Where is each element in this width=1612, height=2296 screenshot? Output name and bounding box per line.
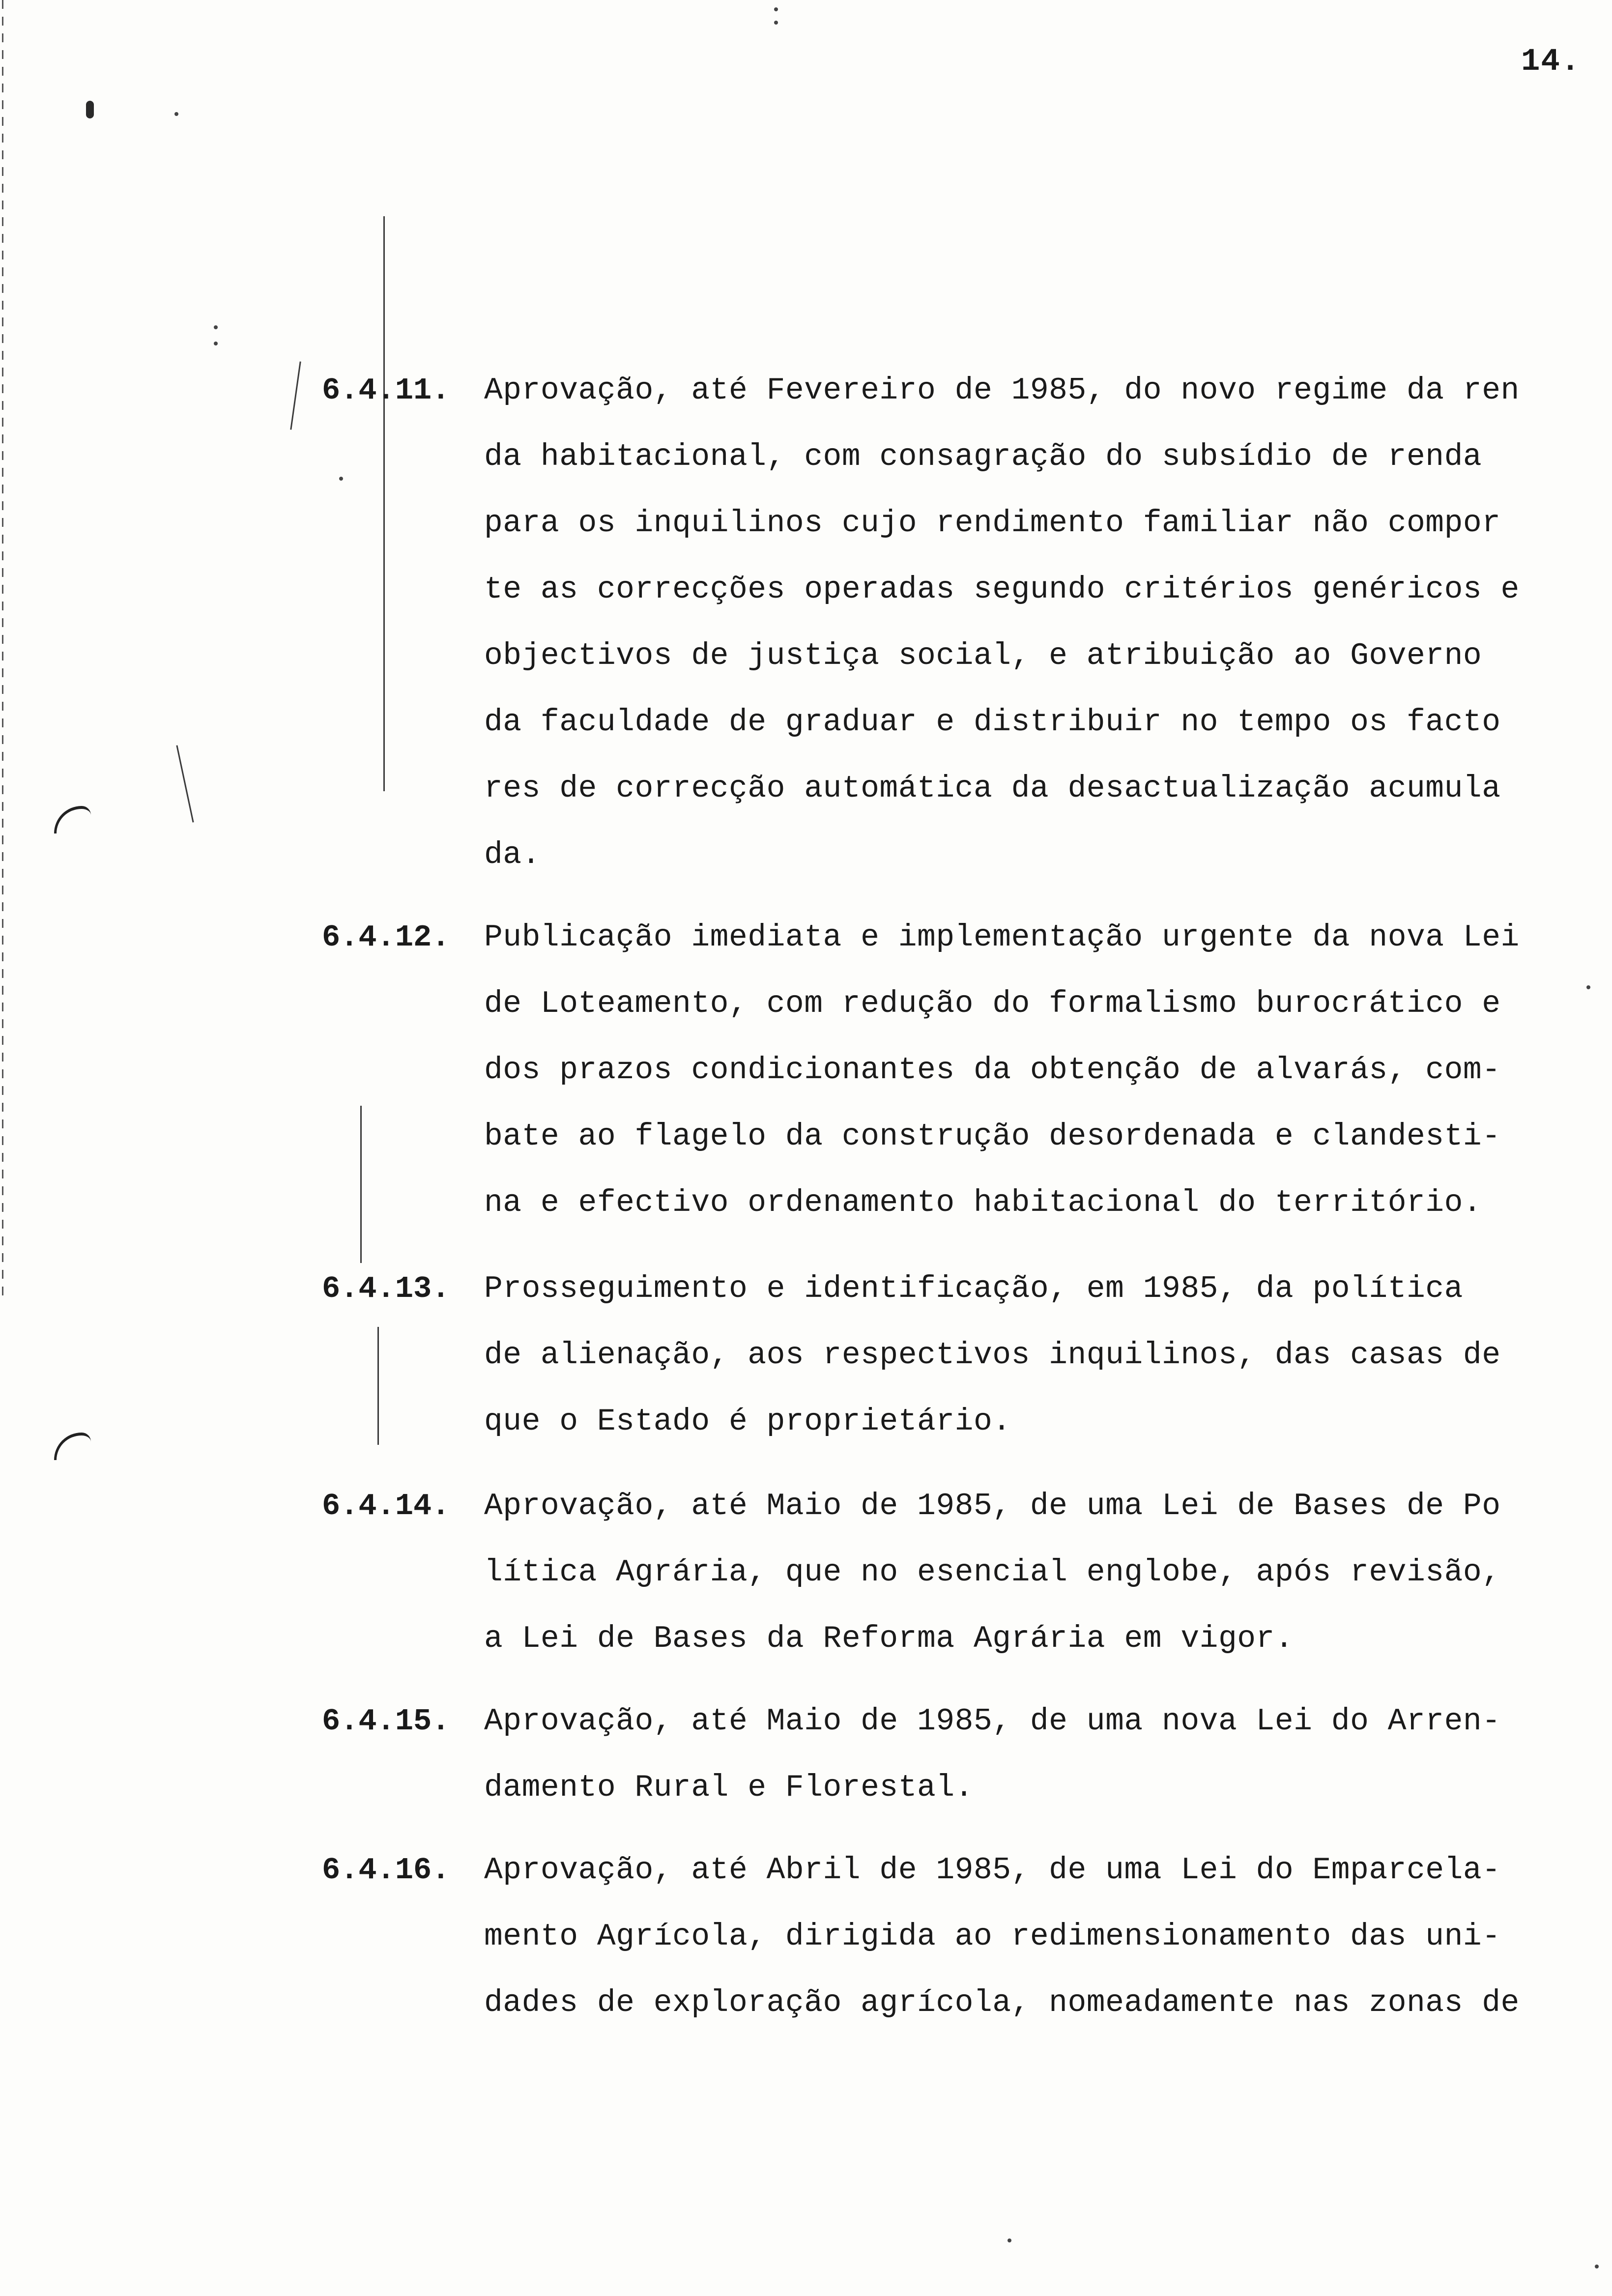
- text-line: Aprovação, até Maio de 1985, de uma Lei de Bases de Po: [484, 1489, 1501, 1523]
- page-number: 14.: [1521, 44, 1581, 80]
- scan-speck: [1595, 2265, 1599, 2268]
- text-line: lítica Agrária, que no esencial englobe, após revisão,: [484, 1555, 1501, 1590]
- text-line: damento Rural e Florestal.: [484, 1770, 974, 1805]
- text-line: res de correcção automática da desactualização acumula: [484, 771, 1501, 806]
- text-line: da habitacional, com consagração do subsídio de renda: [484, 439, 1482, 474]
- clause-number: 6.4.16.: [322, 1853, 450, 1888]
- text-line: Aprovação, até Fevereiro de 1985, do novo regime da ren: [484, 373, 1520, 408]
- clause-number: 6.4.14.: [322, 1489, 450, 1523]
- margin-line: [377, 1327, 379, 1445]
- scan-edge-marks: [2, 0, 3, 1302]
- text-line: Aprovação, até Abril de 1985, de uma Lei do Emparcela-: [484, 1853, 1501, 1888]
- clause-text: [484, 1688, 1565, 1821]
- clause-text: [484, 357, 1565, 888]
- text-line: dos prazos condicionantes da obtenção de alvarás, com-: [484, 1053, 1501, 1088]
- margin-line: [176, 745, 194, 822]
- text-line: de Loteamento, com redução do formalismo burocrático e: [484, 986, 1501, 1021]
- clause-text: [484, 1473, 1565, 1672]
- scan-speck: [774, 7, 778, 11]
- text-line: objectivos de justiça social, e atribuição ao Governo: [484, 638, 1482, 673]
- margin-line: [360, 1106, 362, 1263]
- text-line: para os inquilinos cujo rendimento familiar não compor: [484, 506, 1501, 541]
- clause-text: [484, 904, 1565, 1236]
- text-line: na e efectivo ordenamento habitacional do território.: [484, 1185, 1482, 1220]
- text-line: que o Estado é proprietário.: [484, 1404, 1011, 1439]
- scan-speck: [339, 477, 343, 481]
- clause-number: 6.4.12.: [322, 920, 450, 955]
- text-line: dades de exploração agrícola, nomeadamente nas zonas de: [484, 1985, 1520, 2020]
- clause-number: 6.4.13.: [322, 1271, 450, 1306]
- scan-ink-blot: [86, 101, 94, 118]
- scan-curve-mark: [54, 806, 91, 833]
- text-line: da faculdade de graduar e distribuir no tempo os facto: [484, 705, 1501, 740]
- clause-text: [484, 1837, 1565, 2036]
- text-line: a Lei de Bases da Reforma Agrária em vigor.: [484, 1621, 1294, 1656]
- text-line: Prosseguimento e identificação, em 1985, da política: [484, 1271, 1463, 1306]
- clause-number: 6.4.11.: [322, 373, 450, 408]
- text-line: de alienação, aos respectivos inquilinos, das casas de: [484, 1338, 1501, 1373]
- scan-speck: [1586, 985, 1590, 989]
- text-line: te as correcções operadas segundo critérios genéricos e: [484, 572, 1520, 607]
- scan-speck: [1008, 2239, 1011, 2242]
- scan-speck: [174, 112, 178, 116]
- text-line: Publicação imediata e implementação urgente da nova Lei: [484, 920, 1520, 955]
- clause-text: [484, 1256, 1565, 1455]
- scan-curve-mark: [54, 1433, 91, 1460]
- clause-number: 6.4.15.: [322, 1704, 450, 1739]
- scan-speck: [214, 342, 218, 345]
- text-line: da.: [484, 837, 541, 872]
- text-line: bate ao flagelo da construção desordenada e clandesti-: [484, 1119, 1501, 1154]
- scan-speck: [214, 325, 218, 329]
- scan-speck: [774, 21, 778, 25]
- text-line: mento Agrícola, dirigida ao redimensionamento das uni-: [484, 1919, 1501, 1954]
- margin-line: [290, 361, 301, 430]
- text-line: Aprovação, até Maio de 1985, de uma nova Lei do Arren-: [484, 1704, 1501, 1739]
- margin-line: [383, 216, 385, 791]
